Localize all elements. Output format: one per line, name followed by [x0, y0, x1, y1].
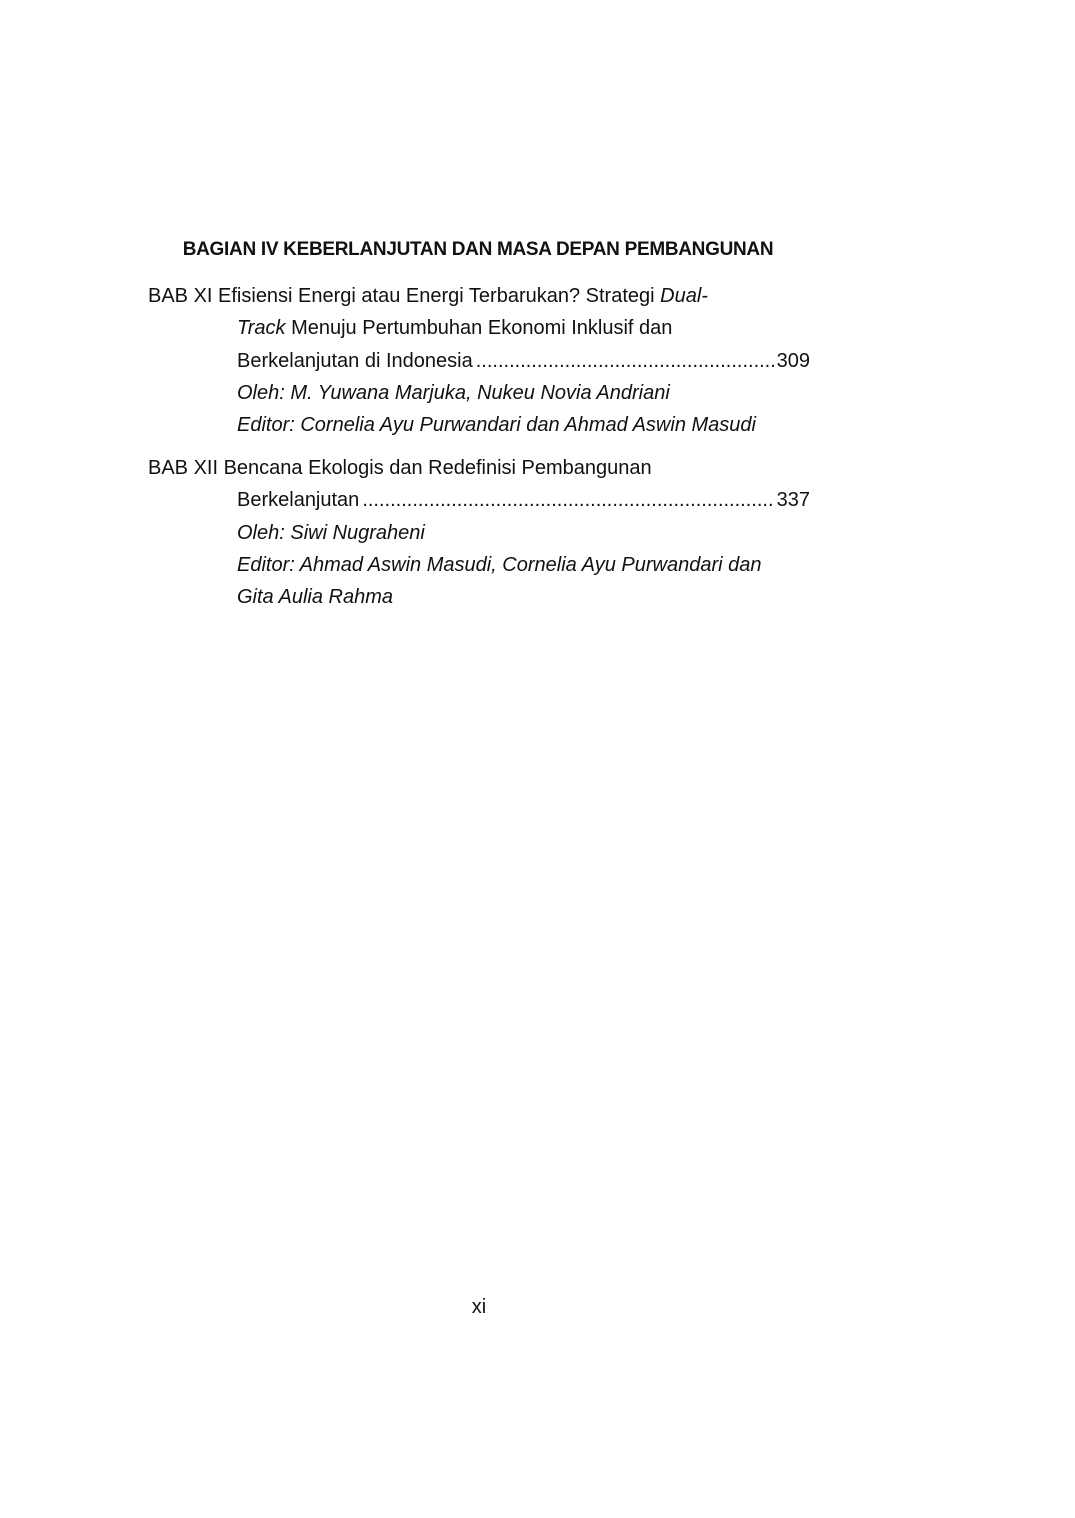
entry-title-prefix: BAB XI Efisiensi Energi atau Energi Terbarukan? Strategi [148, 285, 661, 307]
entry-title-end: Berkelanjutan di Indonesia [237, 349, 473, 372]
entry-title-end: Berkelanjutan [237, 489, 360, 512]
entry-title-line-1: BAB XII Bencana Ekologis dan Redefinisi Pembangunan [148, 457, 652, 479]
toc-entry-bab-xi [148, 280, 810, 441]
entry-title-line-2 [148, 484, 810, 516]
entry-title-line-1 [148, 280, 810, 312]
page-number: 337 [776, 489, 810, 512]
page-folio: xi [471, 1296, 487, 1318]
dot-leader [476, 345, 774, 377]
entry-editor-line-1: Editor: Ahmad Aswin Masudi, Cornelia Ayu Purwandari dan [237, 553, 762, 576]
toc-entry-bab-xii [148, 452, 810, 613]
dot-leader [362, 484, 773, 516]
entry-title-line-3 [148, 345, 810, 377]
entry-title-italic: Dual- [660, 285, 708, 307]
entry-editor: Editor: Cornelia Ayu Purwandari dan Ahmad Aswin Masudi [237, 414, 756, 437]
entry-author: Oleh: Siwi Nugraheni [237, 521, 425, 544]
page-number: 309 [776, 349, 810, 372]
part-heading: BAGIAN IV KEBERLANJUTAN DAN MASA DEPAN PEMBANGUNAN [182, 239, 774, 260]
entry-author: Oleh: M. Yuwana Marjuka, Nukeu Novia Andriani [237, 381, 670, 404]
entry-title-italic-2: Track [237, 317, 286, 340]
entry-editor-line-2: Gita Aulia Rahma [237, 586, 393, 609]
entry-title-rest: Menuju Pertumbuhan Ekonomi Inklusif dan [285, 317, 673, 340]
entry-title-line-2 [148, 312, 810, 344]
